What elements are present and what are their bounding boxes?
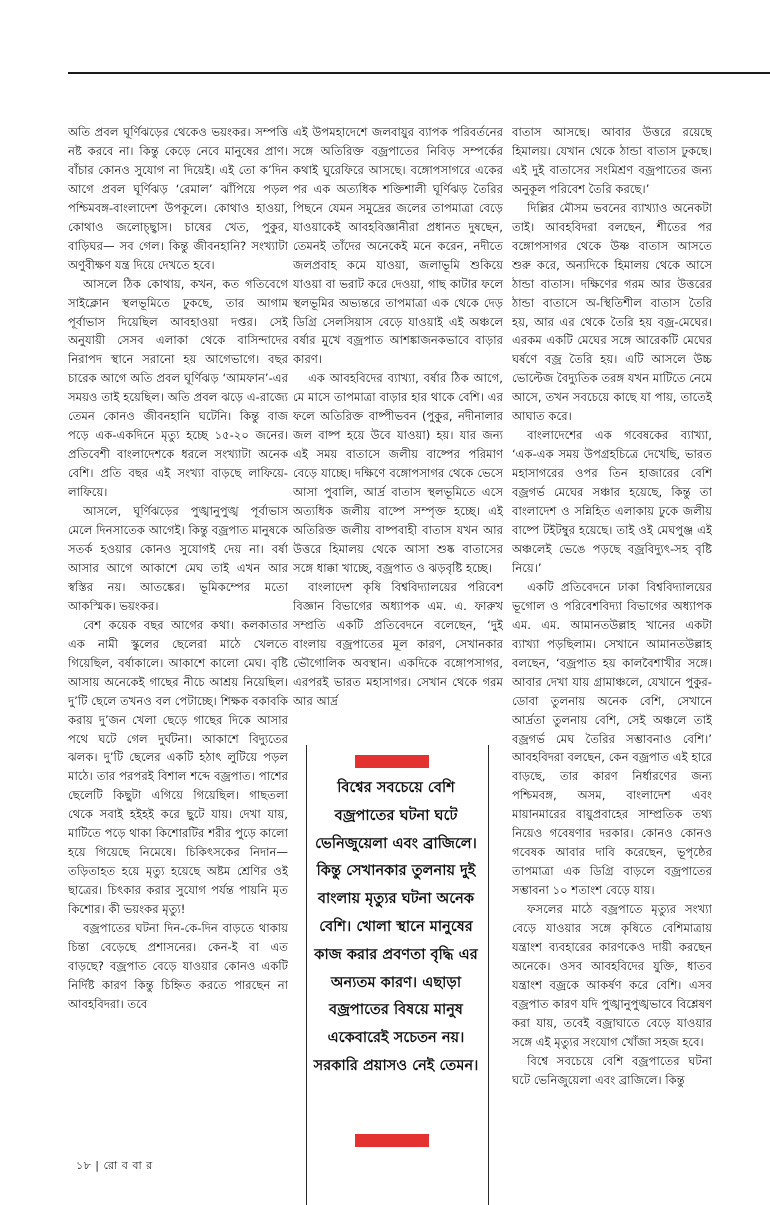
article-column-1 — [68, 123, 288, 1141]
pull-quote-bottom-bar — [355, 1134, 429, 1147]
paragraph: দিল্লির মৌসম ভবনের ব্যাখ্যাও অনেকটা তাই। আবহবিদরা বলছেন, শীতের পর বঙ্গোপসাগর থেকে উষ্ণ বাতাস আসতে শুরু করে, অন্যদিকে হিমালয় থেকে আসে ঠান্ডা বাতাস। দক্ষিণের গরম আর উত্তরের ঠান্ডা বাতাসে অ-স্থিতিশীল বাতাস তৈরি হয়, আর এর থেকে তৈরি হয় বজ্র-মেঘের। এরকম একটি মেঘের সঙ্গে আরেকটি মেঘের ঘর্ষণে বজ্র তৈরি হয়। এটি আসলে উচ্চ ভোল্টেজ বৈদ্যুতিক তরঙ্গ যখন মাটিতে নেমে আসে, তখন সবচেয়ে কাছে যা পায়, তাতেই আঘাত করে। — [512, 200, 712, 424]
magazine-name: রো ব বা র — [103, 1159, 153, 1172]
footer-separator: | — [95, 1159, 100, 1172]
callout-left-rule — [306, 745, 307, 1205]
page-footer — [76, 1157, 153, 1176]
paragraph: এই উপমহাদেশে জলবায়ুর ব্যাপক পরিবর্তনের সঙ্গে অতিরিক্ত বজ্রপাতের নিবিড় সম্পর্কের কথাই ঘুরেফিরে আসছে। বঙ্গোপসাগরে একের পর এক অত্যধিক শক্তিশালী ঘূর্ণিঝড় তৈরির পিছনে যেমন সমুদ্রের জলের তাপমাত্রা বেড়ে যাওয়াকেই আবহবিজ্ঞানীরা প্রধানত দুষছেন, তেমনই তাঁদের অনেকেই মনে করেন, নদীতে জলপ্রবাহ কমে যাওয়া, জলাভূমি শুকিয়ে যাওয়া বা ভরাট করে দেওয়া, গাছ কাটার ফলে স্থলভূমির অভ্যন্তরে তাপমাত্রা এক থেকে দেড় ডিগ্রি সেলসিয়াস বেড়ে যাওয়াই এই অঞ্চলে বর্ষার মুখে বজ্রপাত আশঙ্কাজনকভাবে বাড়ার কারণ। — [293, 125, 503, 367]
paragraph: একটি প্রতিবেদনে ঢাকা বিশ্ববিদ্যালয়ের ভূগোল ও পরিবেশবিদ্যা বিভাগের অধ্যাপক এম. এম. আমানতউল্লাহ খানের একটা ব্যাখ্যা পড়ছিলাম। সেখানে আমানতউল্লাহ বলছেন, ‘বজ্রপাত হয় কালবৈশাখীর সঙ্গে। আবার দেখা যায় গ্রামাঞ্চলে, যেখানে পুকুর-ডোবা তুলনায় অনেক বেশি, সেখানে আর্দ্রতা তুলনায় বেশি, সেই অঞ্চলে তাই বজ্রগর্ভ মেঘ তৈরির সম্ভাবনাও বেশি।’ আবহবিদরা বলছেন, কেন বজ্রপাত এই হারে বাড়ছে, তার কারণ নির্ধারণের জন্য পশ্চিমবঙ্গ, অসম, বাংলাদেশ এবং মায়ানমারের বায়ুপ্রবাহের সাম্প্রতিক তথ্য নিয়েও গবেষণার দরকার। কোনও কোনও গবেষক আবার দাবি করেছেন, ভূপৃষ্ঠের তাপমাত্রা এক ডিগ্রি বাড়লে বজ্রপাতের সম্ভাবনা ১০ শতাংশ বেড়ে যায়। — [512, 579, 712, 898]
pull-quote-top-bar — [355, 755, 429, 768]
paragraph: ফসলের মাঠে বজ্রপাতে মৃত্যুর সংখ্যা বেড়ে যাওয়ার সঙ্গে কৃষিতে বেশিমাত্রায় যন্ত্রাংশ ব্যবহারের কারণকেও দায়ী করছেন অনেকে। ওসব আবহবিদের যুক্তি, ধাতব যন্ত্রাংশ বজ্রকে আকর্ষণ করে বেশি। এসব বজ্রপাত কারণ যদি পুঙ্খানুপুঙ্খভাবে বিশ্লেষণ করা যায়, তবেই বজ্রাঘাতে বেড়ে যাওয়ার সঙ্গে এই মৃত্যুর সংযোগ খোঁজা সহজ হবে। — [512, 902, 712, 1049]
paragraph: বজ্রপাতের ঘটনা দিন-কে-দিন বাড়তে থাকায় চিন্তা বেড়েছে প্রশাসনের। কেন-ই বা এত বাড়ছে? বজ্রপাত বেড়ে যাওয়ার কোনও একটি নির্দিষ্ট কারণ কিন্তু চিহ্নিত করতে পারছেন না আবহবিদরা। তবে — [68, 921, 288, 1011]
article-column-3 — [512, 123, 712, 1141]
paragraph: বাংলাদেশের এক গবেষকের ব্যাখ্যা, ‘এক-এক সময় উপগ্রহচিত্রে দেখেছি, ভারত মহাসাগরের ওপর তিন হাজারের বেশি বজ্রগর্ভ মেঘের সঞ্চার হয়েছে, কিন্তু তা বাংলাদেশ ও সন্নিহিত এলাকায় ঢুকে জলীয় বাষ্পে টইটম্বুর হয়েছে। তাই ওই মেঘপুঞ্জ এই অঞ্চলেই ভেঙে পড়ছে বজ্রবিদ্যুৎ-সহ বৃষ্টি নিয়ে।’ — [512, 428, 712, 575]
callout-right-rule — [488, 745, 489, 1205]
paragraph: বেশ কয়েক বছর আগের কথা। কলকাতার এক নামী স্কুলের ছেলেরা মাঠে খেলতে গিয়েছিল, বর্ষাকালে। আকাশে কালো মেঘ। বৃষ্টি আসায় অনেকেই গাছের নীচে আশ্রয় নিয়েছিল। দু’টি ছেলে তখনও বল পেটাচ্ছে। শিক্ষক বকাবকি করায় দু’জন খেলা ছেড়ে গাছের দিকে আসার পথে ঘটে গেল দুর্ঘটনা। আকাশে বিদ্যুতের ঝলক। দু’টি ছেলের একটি হঠাৎ লুটিয়ে পড়ল মাঠে। তার পরপরই বিশাল শব্দে বজ্রপাত। পাশের ছেলেটি কিছুটা এগিয়ে গিয়েছিল। গাছতলা থেকে সবাই হইহই করে ছুটে যায়। দেখা যায়, মাটিতে পড়ে থাকা কিশোরটির শরীর পুড়ে কালো হয়ে গিয়েছে নিমেষে। চিকিৎসকের নিদান— তড়িতাহত হয়ে মৃত্যু হয়েছে অষ্টম শ্রেণির ওই ছাত্রের। চিৎকার করার সুযোগ পর্যন্ত পায়নি মৃত কিশোর। কী ভয়ংকর মৃত্যু! — [68, 617, 288, 917]
paragraph: অতি প্রবল ঘূর্ণিঝড়ের থেকেও ভয়ংকর। সম্পত্তি নষ্ট করবে না। কিন্তু কেড়ে নেবে মানুষের প্রাণ। বাঁচার কোনও সুযোগ না দিয়েই। এই তো ক’দিন আগে প্রবল ঘূর্ণিঝড় ‘রেমাল’ ঝাঁপিয়ে পড়ল পশ্চিমবঙ্গ-বাংলাদেশ উপকূলে। কোথাও হাওয়া, কোথাও জলোচ্ছ্বাস। চাষের খেত, পুকুর, বাড়িঘর— সব গেল। কিন্তু জীবনহানি? সংখ্যাটা অণুবীক্ষণ যন্ত্র দিয়ে দেখতে হবে। — [68, 125, 288, 272]
pull-quote-text: বিশ্বের সবচেয়ে বেশি বজ্রপাতের ঘটনা ঘটে ভেনিজুয়েলা এবং ব্রাজিলে। কিন্তু সেখানকার তুলনায় দুই বাংলায় মৃত্যুর ঘটনা অনেক বেশি। খোলা স্থানে মানুষের কাজ করার প্রবণতা বৃদ্ধি এর অন্যতম কারণ। এছাড়া বজ্রপাতের বিষয়ে মানুষ একেবারেই সচেতন নয়। সরকারি প্রয়াসও নেই তেমন। — [313, 779, 479, 1074]
pull-quote — [312, 750, 480, 1150]
paragraph: বিশ্বে সবচেয়ে বেশি বজ্রপাতের ঘটনা ঘটে ভেনিজুয়েলা এবং ব্রাজিলে। কিন্তু — [512, 1053, 712, 1087]
paragraph: বাতাস আসছে। আবার উত্তরে রয়েছে হিমালয়। যেখান থেকে ঠান্ডা বাতাস ঢুকছে। এই দুই বাতাসের সংমিশ্রণ বজ্রপাতের জন্য অনুকূল পরিবেশ তৈরি করছে।’ — [512, 125, 712, 196]
page-number: ১৮ — [76, 1159, 92, 1172]
paragraph: আসলে, ঘূর্ণিঝড়ের পুঙ্খানুপুঙ্খ পূর্বাভাস মেলে দিনসাতেক আগেই। কিন্তু বজ্রপাত মানুষকে সতর্ক হওয়ার কোনও সুযোগই দেয় না। বর্ষা আসার আগে আকাশে মেঘ তাই এখন আর স্বস্তির নয়। আতঙ্কের। ভূমিকম্পের মতো আকস্মিক। ভয়ংকর। — [68, 504, 288, 613]
paragraph: বাংলাদেশ কৃষি বিশ্ববিদ্যালয়ের পরিবেশ বিজ্ঞান বিভাগের অধ্যাপক এম. এ. ফারুখ সম্প্রতি একটি প্রতিবেদনে বলেছেন, ‘দুই বাংলায় বজ্রপাতের মূল কারণ, সেখানকার ভৌগোলিক অবস্থান। একদিকে বঙ্গোপসাগর, এরপরই ভারত মহাসাগর। সেখান থেকে গরম আর আর্দ্র — [293, 579, 503, 708]
header-rule — [68, 72, 770, 74]
paragraph: আসলে ঠিক কোথায়, কখন, কত গতিবেগে সাইক্লোন স্থলভূমিতে ঢুকছে, তার আগাম পূর্বাভাস দিয়েছিল আবহাওয়া দপ্তর। সেই অনুযায়ী সেসব এলাকা থেকে বাসিন্দাদের নিরাপদ স্থানে সরানো হয় আগেভাগে। বছর চারেক আগে অতি প্রবল ঘূর্ণিঝড় ‘আমফান’-এর সময়ও তাই হয়েছিল। অতি প্রবল ঝড়ে এ-রাজ্যে তেমন কোনও জীবনহানি ঘটেনি। কিন্তু বাজ পড়ে এক-একদিনে মৃত্যু হচ্ছে ১৫-২০ জনের। প্রতিবেশী বাংলাদেশকে ধরলে সংখ্যাটা অনেক বেশি। প্রতি বছর এই সংখ্যা বাড়ছে লাফিয়ে-লাফিয়ে। — [68, 276, 288, 500]
paragraph: এক আবহবিদের ব্যাখ্যা, বর্ষার ঠিক আগে, মে মাসে তাপমাত্রা বাড়ার হার থাকে বেশি। এর ফলে অতিরিক্ত বাষ্পীভবন (পুকুর, নদীনালার জল বাষ্প হয়ে উবে যাওয়া) হয়। যার জন্য এই সময় বাতাসে জলীয় বাষ্পের পরিমাণ বেড়ে যাচ্ছে। দক্ষিণে বঙ্গোপসাগর থেকে ভেসে আসা পুবালি, আর্দ্র বাতাস স্থলভূমিতে এসে অত্যধিক জলীয় বাষ্পে সম্পৃক্ত হচ্ছে। এই অতিরিক্ত জলীয় বাষ্পবাহী বাতাস যখন আর উত্তরে হিমালয় থেকে আসা শুষ্ক বাতাসের সঙ্গে ধাক্কা খাচ্ছে, বজ্রপাত ও ঝড়বৃষ্টি হচ্ছে। — [293, 371, 503, 575]
article-column-2 — [293, 123, 503, 753]
